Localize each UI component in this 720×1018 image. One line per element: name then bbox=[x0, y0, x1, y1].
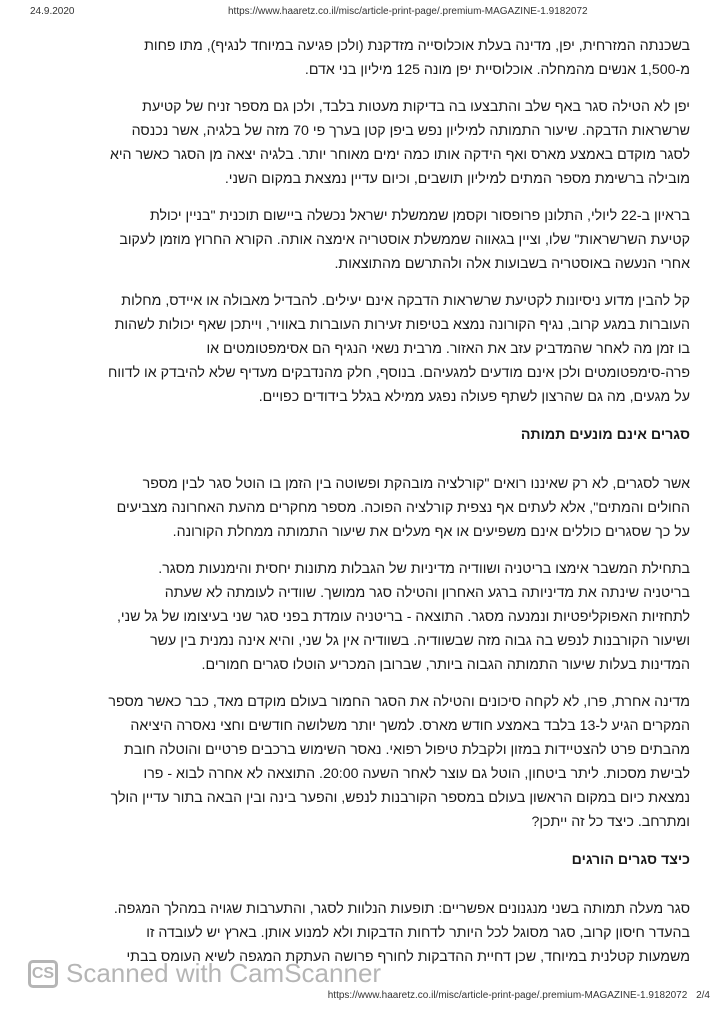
watermark-text: Scanned with CamScanner bbox=[66, 958, 382, 988]
text-line: בריטניה שינתה את מדיניותה ברגע האחרון והטילה סגר ממושך. שוודיה לעומתה לא שעתה bbox=[164, 585, 690, 601]
text-line: מ-1,500 אנשים מהמחלה. אוכלוסיית יפן מונה 125 מיליון בני אדם. bbox=[304, 62, 690, 78]
paragraph bbox=[50, 557, 690, 677]
text-line: אשר לסגרים, לא רק שאיננו רואים "קורלציה מובהקת ופשוטה בין הזמן בו הוטל סגר לבין מספר bbox=[142, 476, 690, 492]
text-line: מדינה אחרת, פרו, לא לקחה סיכונים והטילה את הסגר החמור בעולם מוקדם מאד, כבר כאשר מספר bbox=[108, 694, 690, 710]
footer-url: https://www.haaretz.co.il/misc/article-print-page/.premium-MAGAZINE-1.9182072 bbox=[327, 990, 688, 1001]
text-line: לתחזיות האפוקליפטיות ונמנעה מסגר. התוצאה - בריטניה עומדת בפני סגר שני בעיצומו של גל שני, bbox=[116, 609, 690, 625]
text-line: בשכנתה המזרחית, יפן, מדינה בעלת אוכלוסייה מזדקנת (ולכן פגיעה במיוחד לנגיף), מתו פחות bbox=[144, 38, 690, 54]
text-line: נמצאת כיום במקום הראשון בעולם במספר הקורבנות לנפש, והפער בינה ובין הבאה בתור עדיין הולך bbox=[110, 790, 690, 806]
page-number: 2/4 bbox=[696, 990, 710, 1001]
text-line: בו זמן מה לאחר שהמדביק עזב את האזור. מרבית נשאי הנגיף הם אסימפטומטים או bbox=[206, 341, 690, 357]
text-line: שרשראות הדבקה. שיעור התמותה למיליון נפש ביפן קטן בערך פי 70 מזה של בלגיה, אשר נכנסה bbox=[131, 123, 690, 139]
paragraph bbox=[50, 34, 690, 82]
text-line: ושיעור הקורבנות לנפש בה גבוה מזה שבשוודיה. בשוודיה אין גל שני, והיא אינה נמנית בין עשר bbox=[150, 633, 690, 649]
article-body bbox=[50, 34, 690, 982]
text-line: סגר מעלה תמותה בשני מנגנונים אפשריים: תופעות הנלוות לסגר, והתערבות שגויה במהלך המגפה. bbox=[113, 901, 690, 917]
text-line: המקרים הגיע ל-13 בלבד באמצע חודש מארס. למשך יותר משלושה חודשים וחצי נאסרה היציאה bbox=[130, 718, 690, 734]
text-line: קל להבין מדוע ניסיונות לקטיעת שרשראות הדבקה אינם יעילים. להבדיל מאבולה או איידס, מחלות bbox=[121, 293, 690, 309]
text-line: העוברות במגע קרוב, נגיף הקורונה נמצא בטיפות זעירות העוברות באוויר, וייתכן שאף יכולות לשהות bbox=[114, 317, 690, 333]
paragraph bbox=[50, 472, 690, 544]
text-line: בראיון ב-22 ליולי, התלונן פרופסור וקסמן שממשלת ישראל נכשלה ביישום תוכנית "בניין יכולת bbox=[149, 208, 690, 224]
text-line: ומתרחב. כיצד כל זה ייתכן? bbox=[531, 814, 690, 830]
text-line: החולים והמתים", אלא לעתים אף נצפית קורלציה הפוכה. מספר מחקרים מהעת האחרונה מצביעים bbox=[116, 500, 690, 516]
section-heading: כיצד סגרים הורגים bbox=[571, 852, 690, 868]
text-line: משמעות קטלנית במיוחד, שכן דחיית ההדבקות לחורף פרושה העתקת המגפה לשיא העומס בבתי bbox=[126, 949, 690, 965]
print-date: 24.9.2020 bbox=[30, 6, 75, 17]
text-line: על מגעים, מה גם שהרצון לשתף פעולה נפגע ממילא בגלל בידודים כפויים. bbox=[258, 389, 690, 405]
page-footer bbox=[322, 990, 710, 1001]
section-heading: סגרים אינם מונעים תמותה bbox=[520, 427, 690, 443]
paragraph bbox=[50, 95, 690, 191]
text-line: יפן לא הטילה סגר באף שלב והתבצעו בה בדיקות מעטות בלבד, ולכן גם מספר זניח של קטיעת bbox=[142, 99, 690, 115]
paragraph bbox=[50, 690, 690, 834]
print-url: https://www.haaretz.co.il/misc/article-print-page/.premium-MAGAZINE-1.9182072 bbox=[228, 6, 588, 17]
text-line: בתחילת המשבר אימצו בריטניה ושוודיה מדיניות של הגבלות מתונות יחסית והימנעות מסגר. bbox=[158, 561, 690, 577]
text-line: מובילה ברשימת מספר המתים למיליון תושבים, וכיום עדיין נמצאת במקום השני. bbox=[224, 171, 690, 187]
text-line: לבישת מסכות. ליתר ביטחון, הוטל גם עוצר לאחר השעה 20:00. התוצאה לא אחרה לבוא - פרו bbox=[143, 766, 690, 782]
text-line: מהבתים פרט להצטיידות במזון ולקבלת טיפול רפואי. נאסר השימוש ברכבים פרטיים והוטלה חובת bbox=[123, 742, 690, 758]
text-line: אחרי הנעשה באוסטריה בשבועות אלה ולהתרשם מהתוצאות. bbox=[334, 256, 690, 272]
text-line: על כך שסגרים כוללים אינם משפיעים או אף מעלים את שיעור התמותה ממחלת הקורונה. bbox=[172, 524, 690, 540]
text-line: בהעדר חיסון קרוב, סגר מסוגל לכל היותר לדחות הדבקות ולא למנוע אותן. בארץ יש לעובדה זו bbox=[146, 925, 690, 941]
camscanner-logo-icon: CS bbox=[28, 960, 58, 988]
text-line: פרה-סימפטומטים ולכן אינם מודעים למגעיהם. בנוסף, חלק מהנדבקים מעדיף שלא להיבדק או לדווח bbox=[108, 365, 690, 381]
text-line: קטיעת השרשראות" שלו, וציין בגאווה שממשלת אוסטריה אימצה אותה. הקורא החרוץ מוזמן לעקוב bbox=[119, 232, 690, 248]
text-line: המדינות בעלות שיעור התמותה הגבוה ביותר, שברובן המכריע הוטלו סגרים חמורים. bbox=[201, 657, 690, 673]
paragraph bbox=[50, 204, 690, 276]
paragraph bbox=[50, 289, 690, 409]
camscanner-watermark bbox=[28, 958, 381, 989]
text-line: לסגר מוקדם באמצע מארס ואף הידקה אותו כמה ימים מאוחר יותר. בלגיה יצאה מן הסגר כאשר היא bbox=[109, 147, 690, 163]
